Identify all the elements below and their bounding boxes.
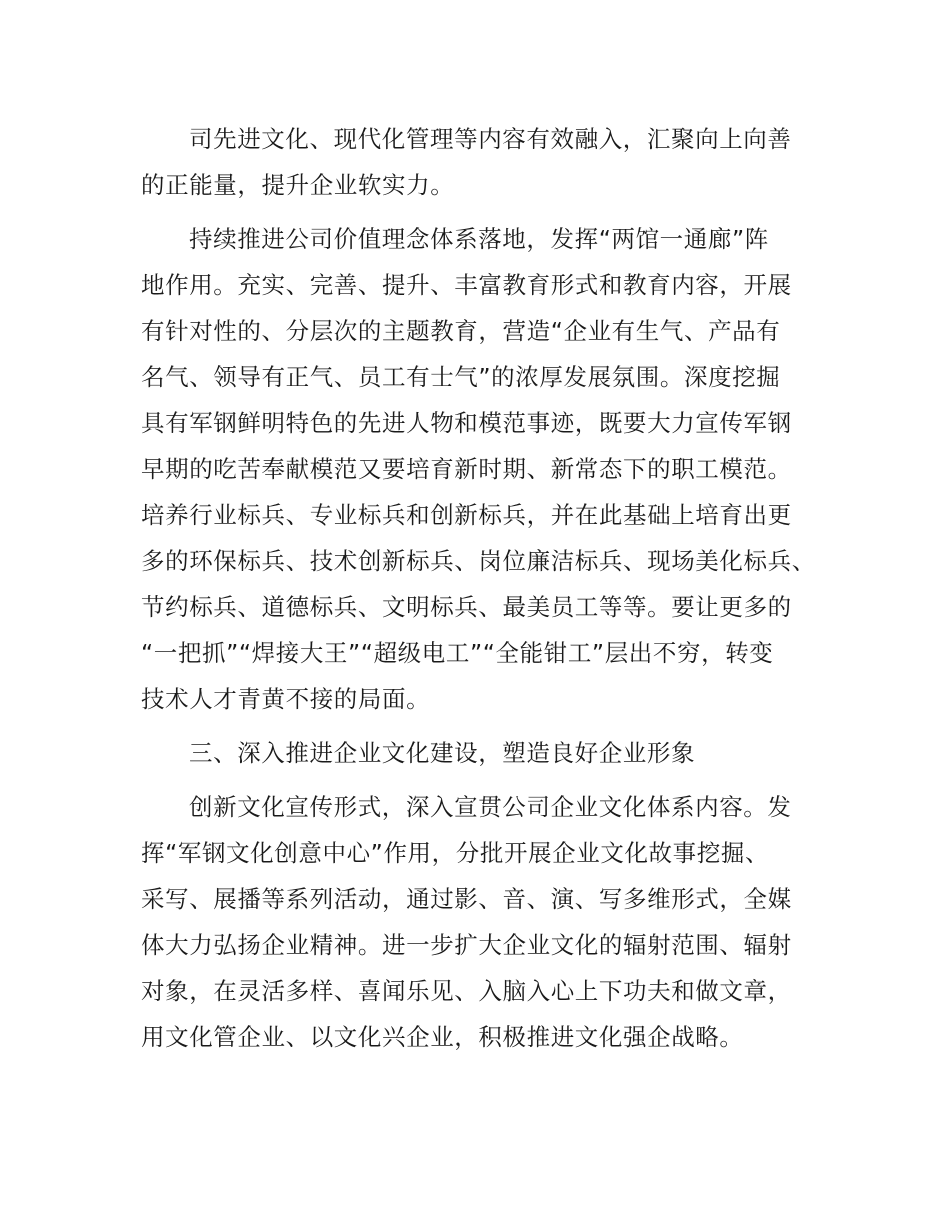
paragraph-value-system bbox=[141, 216, 821, 722]
text-line: 采写、展播等系列活动，通过影、音、演、写多维形式，全媒 bbox=[141, 885, 792, 913]
text-line: 持续推进公司价值理念体系落地，发挥“两馆一通廊”阵 bbox=[189, 225, 769, 253]
section-heading bbox=[141, 730, 821, 776]
text-line: 用文化管企业、以文化兴企业，积极推进文化强企战略。 bbox=[141, 1023, 744, 1051]
text-line: 名气、领导有正气、员工有士气”的浓厚发展氛围。深度挖掘 bbox=[141, 363, 781, 391]
text-line: 技术人才青黄不接的局面。 bbox=[141, 685, 431, 713]
document-body bbox=[141, 116, 821, 1068]
text-line: 具有军钢鲜明特色的先进人物和模范事迹，既要大力宣传军钢 bbox=[141, 409, 792, 437]
text-line: 地作用。充实、完善、提升、丰富教育形式和教育内容，开展 bbox=[141, 271, 792, 299]
text-line: 的正能量，提升企业软实力。 bbox=[141, 171, 455, 199]
text-line: 早期的吃苦奉献模范又要培育新时期、新常态下的职工模范。 bbox=[141, 455, 792, 483]
text-line: 挥“军钢文化创意中心”作用，分批开展企业文化故事挖掘、 bbox=[141, 839, 770, 867]
text-line: “一把抓”“焊接大王”“超级电工”“全能钳工”层出不穷，转变 bbox=[141, 639, 774, 667]
paragraph-culture-promotion bbox=[141, 784, 821, 1060]
text-line: 节约标兵、道德标兵、文明标兵、最美员工等等。要让更多的 bbox=[141, 593, 792, 621]
text-line: 有针对性的、分层次的主题教育，营造“企业有生气、产品有 bbox=[141, 317, 781, 345]
text-line: 多的环保标兵、技术创新标兵、岗位廉洁标兵、现场美化标兵、 bbox=[141, 547, 816, 575]
text-line: 培养行业标兵、专业标兵和创新标兵，并在此基础上培育出更 bbox=[141, 501, 792, 529]
text-line: 创新文化宣传形式，深入宣贯公司企业文化体系内容。发 bbox=[189, 793, 792, 821]
text-line: 体大力弘扬企业精神。进一步扩大企业文化的辐射范围、辐射 bbox=[141, 931, 792, 959]
paragraph-continuation bbox=[141, 116, 821, 208]
text-line: 对象，在灵活多样、喜闻乐见、入脑入心上下功夫和做文章， bbox=[141, 977, 792, 1005]
text-line: 司先进文化、现代化管理等内容有效融入，汇聚向上向善 bbox=[189, 125, 792, 153]
section-heading-text: 三、深入推进企业文化建设，塑造良好企业形象 bbox=[189, 739, 696, 767]
